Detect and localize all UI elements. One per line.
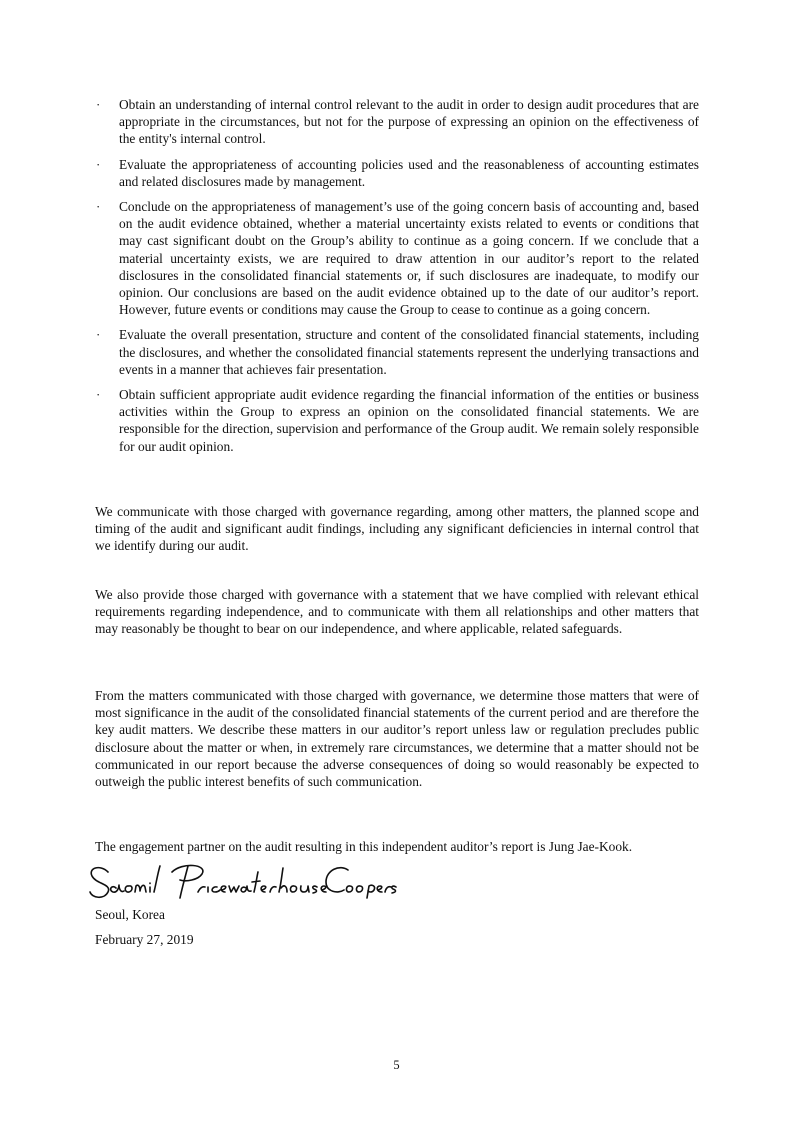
list-item xyxy=(95,96,699,148)
signature-location: Seoul, Korea xyxy=(95,907,165,922)
list-item xyxy=(95,386,699,455)
audit-procedures-list xyxy=(95,96,699,463)
list-item-text: Evaluate the overall presentation, structure and content of the consolidated financial statements, including the disclosures, and whether the consolidated financial statements represent the underlying transactions and events in a manner that achieves fair presentation. xyxy=(119,327,699,377)
bullet-icon: · xyxy=(96,199,101,215)
firm-signature xyxy=(86,858,398,906)
bullet-icon: · xyxy=(96,387,101,403)
list-item xyxy=(95,326,699,378)
page-number: 5 xyxy=(393,1058,400,1072)
governance-communication-paragraph: We communicate with those charged with governance regarding, among other matters, the planned scope and timing of the audit and significant audit findings, including any significant deficiencies in internal control that we identify during our audit. xyxy=(95,504,699,554)
list-item-text: Obtain an understanding of internal control relevant to the audit in order to design audit procedures that are appropriate in the circumstances, but not for the purpose of expressing an opinion on the effectiveness of the entity's internal control. xyxy=(119,97,699,147)
engagement-partner-paragraph: The engagement partner on the audit resulting in this independent auditor’s report is Jung Jae-Kook. xyxy=(95,839,633,854)
key-audit-matters-paragraph: From the matters communicated with those charged with governance, we determine those matters that were of most significance in the audit of the consolidated financial statements of the current period and are therefore the key audit matters. We describe these matters in our auditor’s report unless law or regulation precludes public disclosure about the matter or when, in extremely rare circumstances, we determine that a matter should not be communicated in our report because the adverse consequences of doing so would reasonably be expected to outweigh the public interest benefits of such communication. xyxy=(95,688,699,790)
list-item-text: Obtain sufficient appropriate audit evidence regarding the financial information of the entities or business activities within the Group to express an opinion on the consolidated financial statements. We are responsible for the direction, supervision and performance of the Group audit. We remain solely responsible for our audit opinion. xyxy=(119,387,699,454)
bullet-icon: · xyxy=(96,156,101,172)
list-item xyxy=(95,156,699,190)
independence-statement-paragraph: We also provide those charged with governance with a statement that we have complied with relevant ethical requirements regarding independence, and to communicate with them all relationships and other matters that may reasonably be thought to bear on our independence, and where applicable, related safeguards. xyxy=(95,587,699,637)
signature-icon xyxy=(86,858,398,906)
signature-date: February 27, 2019 xyxy=(95,932,194,947)
list-item-text: Conclude on the appropriateness of management’s use of the going concern basis of accounting and, based on the audit evidence obtained, whether a material uncertainty exists related to events or conditions that may cast significant doubt on the Group’s ability to continue as a going concern. If we conclude that a material uncertainty exists, we are required to draw attention in our auditor’s report to the related disclosures in the consolidated financial statements or, if such disclosures are inadequate, to modify our opinion. Our conclusions are based on the audit evidence obtained up to the date of our auditor’s report. However, future events or conditions may cause the Group to cease to continue as a going concern. xyxy=(119,199,699,318)
list-item xyxy=(95,198,699,318)
bullet-icon: · xyxy=(96,97,101,112)
bullet-icon: · xyxy=(96,327,101,343)
list-item-text: Evaluate the appropriateness of accounting policies used and the reasonableness of accounting estimates and related disclosures made by management. xyxy=(119,156,699,189)
